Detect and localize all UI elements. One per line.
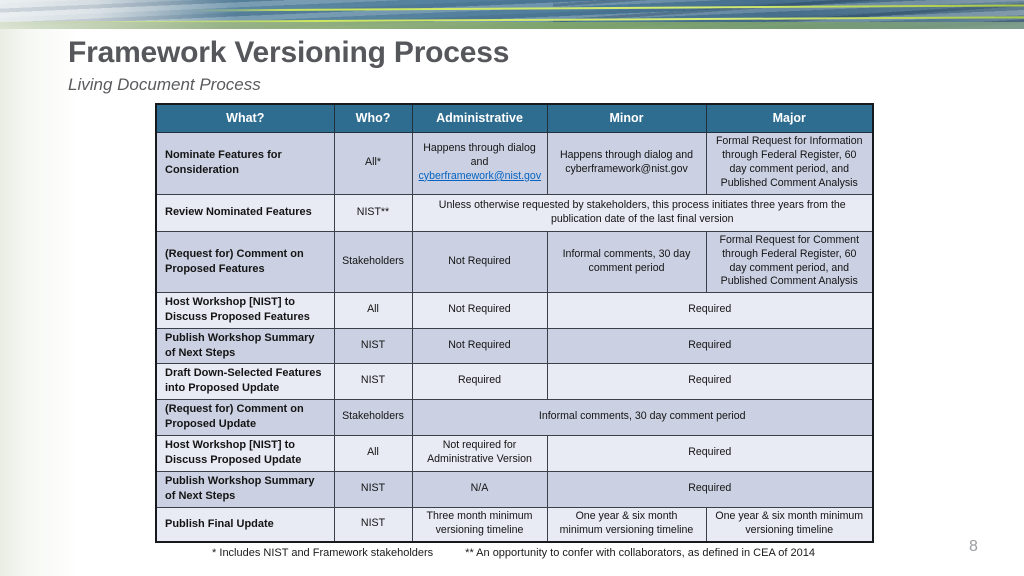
cell-what: Draft Down-Selected Features into Proposed Update xyxy=(156,363,334,399)
cell-minor: One year & six month minimum versioning timeline xyxy=(547,507,706,542)
cell-what: Host Workshop [NIST] to Discuss Proposed Update xyxy=(156,435,334,471)
footnote-single-asterisk: * Includes NIST and Framework stakeholders xyxy=(212,547,434,559)
table-row xyxy=(156,132,873,194)
cell-who: Stakeholders xyxy=(334,399,412,435)
cell-span-all: Unless otherwise requested by stakeholders, this process initiates three years from the publication date of the last final version xyxy=(412,194,873,231)
cell-major: One year & six month minimum versioning timeline xyxy=(706,507,873,542)
cell-text: Happens through dialog and xyxy=(423,142,536,169)
column-header-major: Major xyxy=(706,104,873,132)
cell-administrative: Not Required xyxy=(412,292,547,328)
cell-who: Stakeholders xyxy=(334,231,412,292)
cell-administrative: Required xyxy=(412,363,547,399)
table-row xyxy=(156,471,873,507)
table-row xyxy=(156,231,873,292)
cell-what: Nominate Features for Consideration xyxy=(156,132,334,194)
header-row xyxy=(156,104,873,132)
cell-what: (Request for) Comment on Proposed Features xyxy=(156,231,334,292)
table-row xyxy=(156,507,873,542)
cell-administrative: N/A xyxy=(412,471,547,507)
footnote-double-asterisk: ** An opportunity to confer with collaborators, as defined in CEA of 2014 xyxy=(465,547,815,559)
cell-what: Publish Workshop Summary of Next Steps xyxy=(156,328,334,363)
cell-who: All* xyxy=(334,132,412,194)
cell-what: (Request for) Comment on Proposed Update xyxy=(156,399,334,435)
column-header-administrative: Administrative xyxy=(412,104,547,132)
email-link[interactable]: cyberframework@nist.gov xyxy=(418,169,542,182)
cell-what: Host Workshop [NIST] to Discuss Proposed Features xyxy=(156,292,334,328)
cell-minor: Informal comments, 30 day comment period xyxy=(547,231,706,292)
cell-minor-major: Required xyxy=(547,435,873,471)
table-row xyxy=(156,292,873,328)
cell-administrative: Not Required xyxy=(412,231,547,292)
cell-who: NIST** xyxy=(334,194,412,231)
cell-administrative: Three month minimum versioning timeline xyxy=(412,507,547,542)
cell-administrative: Not Required xyxy=(412,328,547,363)
cell-span-all: Informal comments, 30 day comment period xyxy=(412,399,873,435)
cell-who: All xyxy=(334,292,412,328)
banner-green-band xyxy=(0,22,1024,29)
table-row xyxy=(156,435,873,471)
cell-who: NIST xyxy=(334,328,412,363)
cell-what: Publish Workshop Summary of Next Steps xyxy=(156,471,334,507)
cell-major: Formal Request for Comment through Federal Register, 60 day comment period, and Published Comment Analysis xyxy=(706,231,873,292)
column-header-what: What? xyxy=(156,104,334,132)
cell-minor-major: Required xyxy=(547,328,873,363)
top-banner-graphic xyxy=(0,0,1024,29)
table-row xyxy=(156,399,873,435)
table-row xyxy=(156,194,873,231)
footnotes xyxy=(155,547,872,559)
cell-administrative: Not required for Administrative Version xyxy=(412,435,547,471)
cell-who: NIST xyxy=(334,471,412,507)
cell-minor: Happens through dialog and cyberframework@nist.gov xyxy=(547,132,706,194)
cell-what: Publish Final Update xyxy=(156,507,334,542)
cell-what: Review Nominated Features xyxy=(156,194,334,231)
cell-who: NIST xyxy=(334,363,412,399)
cell-minor-major: Required xyxy=(547,292,873,328)
column-header-who: Who? xyxy=(334,104,412,132)
cell-minor-major: Required xyxy=(547,363,873,399)
cell-major: Formal Request for Information through Federal Register, 60 day comment period, and Published Comment Analysis xyxy=(706,132,873,194)
versioning-table xyxy=(155,103,874,543)
cell-who: All xyxy=(334,435,412,471)
cell-minor-major: Required xyxy=(547,471,873,507)
versioning-table-container xyxy=(155,103,874,543)
page-number: 8 xyxy=(969,538,978,555)
page-subtitle: Living Document Process xyxy=(68,75,261,94)
page-title: Framework Versioning Process xyxy=(68,36,510,69)
cell-administrative xyxy=(412,132,547,194)
table-row xyxy=(156,328,873,363)
table-row xyxy=(156,363,873,399)
column-header-minor: Minor xyxy=(547,104,706,132)
cell-who: NIST xyxy=(334,507,412,542)
